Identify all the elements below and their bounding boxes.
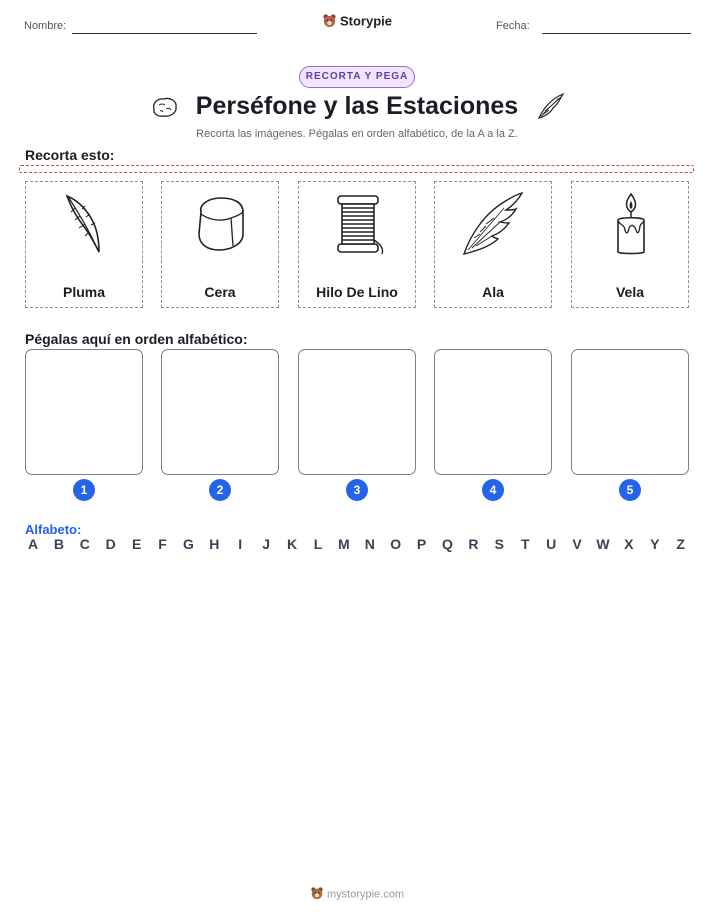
thread-spool-icon xyxy=(328,190,388,258)
name-line[interactable] xyxy=(72,33,257,34)
cut-card-label: Vela xyxy=(615,284,645,300)
alphabet-letter: S xyxy=(494,536,504,552)
alphabet-letter: X xyxy=(624,536,634,552)
alphabet-letter: E xyxy=(131,536,142,552)
candle-icon xyxy=(601,190,661,258)
number-badge: 1 xyxy=(73,479,95,501)
alphabet-letter: I xyxy=(238,536,243,552)
paste-box-4[interactable] xyxy=(434,349,552,475)
alphabet-letter: O xyxy=(390,536,402,552)
alphabet-letter: L xyxy=(313,536,323,552)
alphabet-letter: T xyxy=(520,536,530,552)
number-badge: 5 xyxy=(619,479,641,501)
cut-card-label: Hilo De Lino xyxy=(316,284,398,300)
number-badge: 3 xyxy=(346,479,368,501)
alphabet-letter: M xyxy=(338,536,350,552)
paste-box-2[interactable] xyxy=(161,349,279,475)
alphabet-letter: J xyxy=(262,536,271,552)
wax-block-icon xyxy=(191,190,251,258)
alphabet-letter: G xyxy=(182,536,194,552)
alphabet-letter: N xyxy=(364,536,375,552)
brand-name: Storypie xyxy=(339,13,392,29)
alphabet-row xyxy=(25,536,689,556)
alphabet-title: Alfabeto: xyxy=(25,522,82,537)
alphabet-letter: C xyxy=(79,536,90,552)
cut-card-pluma[interactable] xyxy=(25,181,143,308)
wing-icon xyxy=(460,188,526,258)
bear-icon xyxy=(322,13,337,31)
brand-logo xyxy=(0,13,714,31)
alphabet-letter: W xyxy=(596,536,610,552)
alphabet-letter: Y xyxy=(650,536,660,552)
cut-line xyxy=(19,165,694,173)
paste-box-3[interactable] xyxy=(298,349,416,475)
number-badge: 2 xyxy=(209,479,231,501)
cut-card-ala[interactable] xyxy=(434,181,552,308)
paste-box-5[interactable] xyxy=(571,349,689,475)
bear-icon xyxy=(310,886,324,903)
date-line[interactable] xyxy=(542,33,691,34)
footer-url[interactable]: mystorypie.com xyxy=(326,888,405,901)
paste-heading: Pégalas aquí en orden alfabético: xyxy=(25,331,248,347)
name-label: Nombre: xyxy=(24,20,67,32)
cut-card-cera[interactable] xyxy=(161,181,279,308)
alphabet-letter: U xyxy=(546,536,557,552)
page-title: Perséfone y las Estaciones xyxy=(195,92,519,120)
feather-icon xyxy=(55,190,115,258)
cut-card-label: Cera xyxy=(204,284,236,300)
cut-card-label: Pluma xyxy=(62,284,105,300)
number-badge: 4 xyxy=(482,479,504,501)
footer xyxy=(0,886,714,903)
paste-box-1[interactable] xyxy=(25,349,143,475)
alphabet-letter: R xyxy=(468,536,479,552)
wing-deco-icon xyxy=(535,91,565,126)
alphabet-letter: F xyxy=(158,536,167,552)
cut-card-label: Ala xyxy=(482,284,504,300)
alphabet-letter: P xyxy=(416,536,427,552)
cut-card-vela[interactable] xyxy=(571,181,689,308)
activity-tag: RECORTA Y PEGA xyxy=(299,66,415,88)
alphabet-letter: Z xyxy=(676,536,685,552)
cut-card-hilo-de-lino[interactable] xyxy=(298,181,416,308)
instructions: Recorta las imágenes. Pégalas en orden alfabético, de la A a la Z. xyxy=(196,128,518,140)
alphabet-letter: H xyxy=(209,536,220,552)
alphabet-letter: A xyxy=(27,536,39,552)
date-label: Fecha: xyxy=(496,20,530,32)
alphabet-letter: Q xyxy=(442,536,453,552)
alphabet-letter: D xyxy=(105,536,116,552)
cut-heading: Recorta esto: xyxy=(25,147,115,163)
alphabet-letter: B xyxy=(53,536,64,552)
alphabet-letter: V xyxy=(572,536,582,552)
alphabet-letter: K xyxy=(287,536,298,552)
